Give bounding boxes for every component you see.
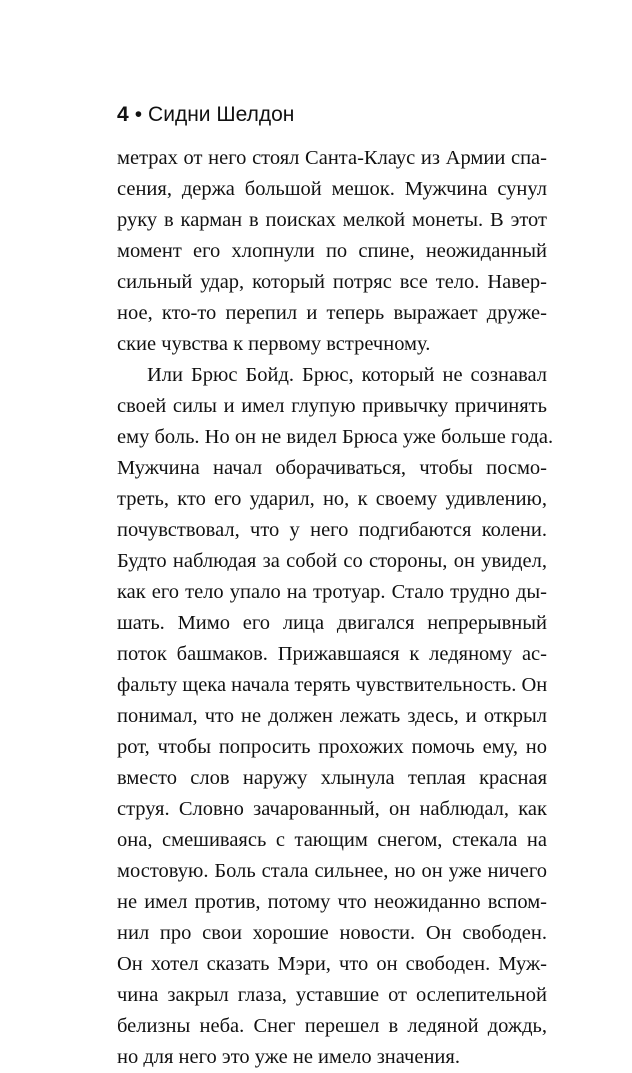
text-line: мостовую. Боль стала сильнее, но он уже ничего xyxy=(117,860,547,882)
text-line: руку в карман в поисках мелкой монеты. В этот xyxy=(117,209,547,231)
text-line: метрах от него стоял Санта-Клаус из Армии спа- xyxy=(117,147,547,169)
text-line: струя. Словно зачарованный, он наблюдал, как xyxy=(117,798,547,820)
text-line: белизны неба. Снег перешел в ледяной дождь, xyxy=(117,1015,547,1037)
text-line: почувствовал, что у него подгибаются колени. xyxy=(117,519,547,541)
text-line: не имел против, потому что неожиданно вспом- xyxy=(117,891,547,913)
text-line: она, смешиваясь с тающим снегом, стекала на xyxy=(117,829,547,851)
paragraph-1 xyxy=(117,143,547,360)
text-line: сильный удар, который потряс все тело. Навер- xyxy=(117,271,547,293)
header-separator: • xyxy=(134,103,143,126)
text-line: поток башмаков. Прижавшаяся к ледяному ас- xyxy=(117,643,547,665)
page-number: 4 xyxy=(117,103,129,126)
text-line: своей силы и имел глупую привычку причинять xyxy=(117,395,547,417)
text-line: момент его хлопнули по спине, неожиданный xyxy=(117,240,547,262)
text-line: Мужчина начал оборачиваться, чтобы посмо- xyxy=(117,457,547,479)
paragraph-2 xyxy=(117,360,554,1073)
text-line: как его тело упало на тротуар. Стало трудно ды- xyxy=(117,581,547,603)
text-line: ему боль. Но он не видел Брюса уже больше года. xyxy=(117,426,554,448)
text-line: рот, чтобы попросить прохожих помочь ему, но xyxy=(117,736,547,758)
book-author: Сидни Шелдон xyxy=(148,103,295,126)
text-line: но для него это уже не имело значения. xyxy=(117,1046,460,1068)
text-line: нил про свои хорошие новости. Он свободен. xyxy=(117,922,547,944)
text-line: треть, кто его ударил, но, к своему удивлению, xyxy=(117,488,547,510)
text-line: Или Брюс Бойд. Брюс, который не сознавал xyxy=(147,364,547,386)
text-line: чина закрыл глаза, уставшие от ослепительной xyxy=(117,984,547,1006)
text-line: вместо слов наружу хлынула теплая красная xyxy=(117,767,547,789)
text-line: фальту щека начала терять чувствительность. Он xyxy=(117,674,548,696)
text-line: ские чувства к первому встречному. xyxy=(117,333,431,355)
text-line: Будто наблюдая за собой со стороны, он увидел, xyxy=(117,550,547,572)
text-line: шать. Мимо его лица двигался непрерывный xyxy=(117,612,547,634)
running-head xyxy=(117,100,294,130)
text-line: сения, держа большой мешок. Мужчина сунул xyxy=(117,178,547,200)
text-line: Он хотел сказать Мэри, что он свободен. Муж- xyxy=(117,953,547,975)
body-text xyxy=(117,143,554,1073)
text-line: ное, кто-то перепил и теперь выражает друже- xyxy=(117,302,547,324)
text-line: понимал, что не должен лежать здесь, и открыл xyxy=(117,705,547,727)
